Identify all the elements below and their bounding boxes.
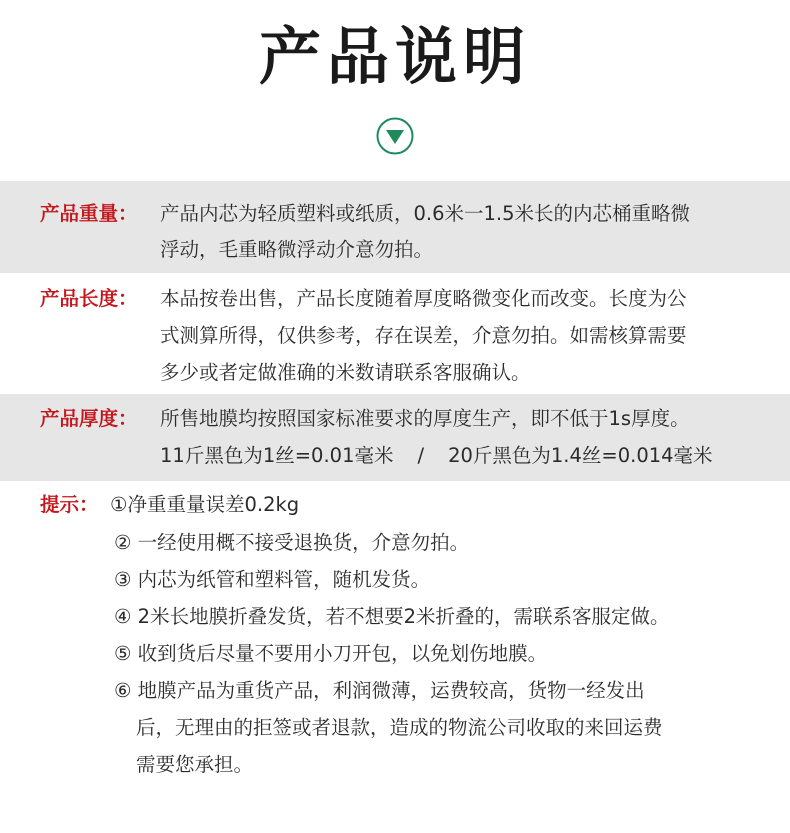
tip-item: ⑥ 地膜产品为重货产品，利润微薄，运费较高，货物一经发出	[114, 679, 645, 702]
tip-item: ①净重重量误差0.2kg	[110, 493, 300, 516]
length-label: 产品长度：	[40, 287, 138, 310]
tip-item: ③ 内芯为纸管和塑料管，随机发货。	[114, 568, 431, 591]
length-line-3: 多少或者定做准确的米数请联系客服确认。	[160, 361, 531, 384]
thickness-black-11: 11斤黑色为1丝=0.01毫米	[160, 444, 394, 467]
tips-label: 提示：	[40, 493, 99, 516]
weight-line-2: 浮动，毛重略微浮动介意勿拍。	[160, 238, 434, 261]
tip-item-continued: 需要您承担。	[136, 753, 254, 776]
thickness-line-2	[160, 437, 760, 474]
length-line-1: 本品按卷出售，产品长度随着厚度略微变化而改变。长度为公	[160, 287, 687, 310]
weight-line-1: 产品内芯为轻质塑料或纸质，0.6米一1.5米长的内芯桶重略微	[160, 202, 691, 225]
tip-item: ② 一经使用概不接受退换货，介意勿拍。	[114, 531, 470, 554]
tip-item: ④ 2米长地膜折叠发货，若不想要2米折叠的，需联系客服定做。	[114, 605, 670, 628]
page-title: 产品说明	[258, 20, 531, 93]
thickness-black-20: 20斤黑色为1.4丝=0.014毫米	[448, 444, 713, 467]
weight-label: 产品重量：	[40, 202, 138, 225]
thickness-line-1: 所售地膜均按照国家标准要求的厚度生产，即不低于1s厚度。	[160, 407, 690, 430]
thickness-label: 产品厚度：	[40, 407, 138, 430]
chevron-down-badge-icon	[376, 117, 414, 155]
tip-item-continued: 后，无理由的拒签或者退款，造成的物流公司收取的来回运费	[136, 716, 663, 739]
length-line-2: 式测算所得，仅供参考，存在误差，介意勿拍。如需核算需要	[160, 324, 687, 347]
thickness-separator: /	[417, 444, 425, 467]
tip-item: ⑤ 收到货后尽量不要用小刀开包，以免划伤地膜。	[114, 642, 548, 665]
